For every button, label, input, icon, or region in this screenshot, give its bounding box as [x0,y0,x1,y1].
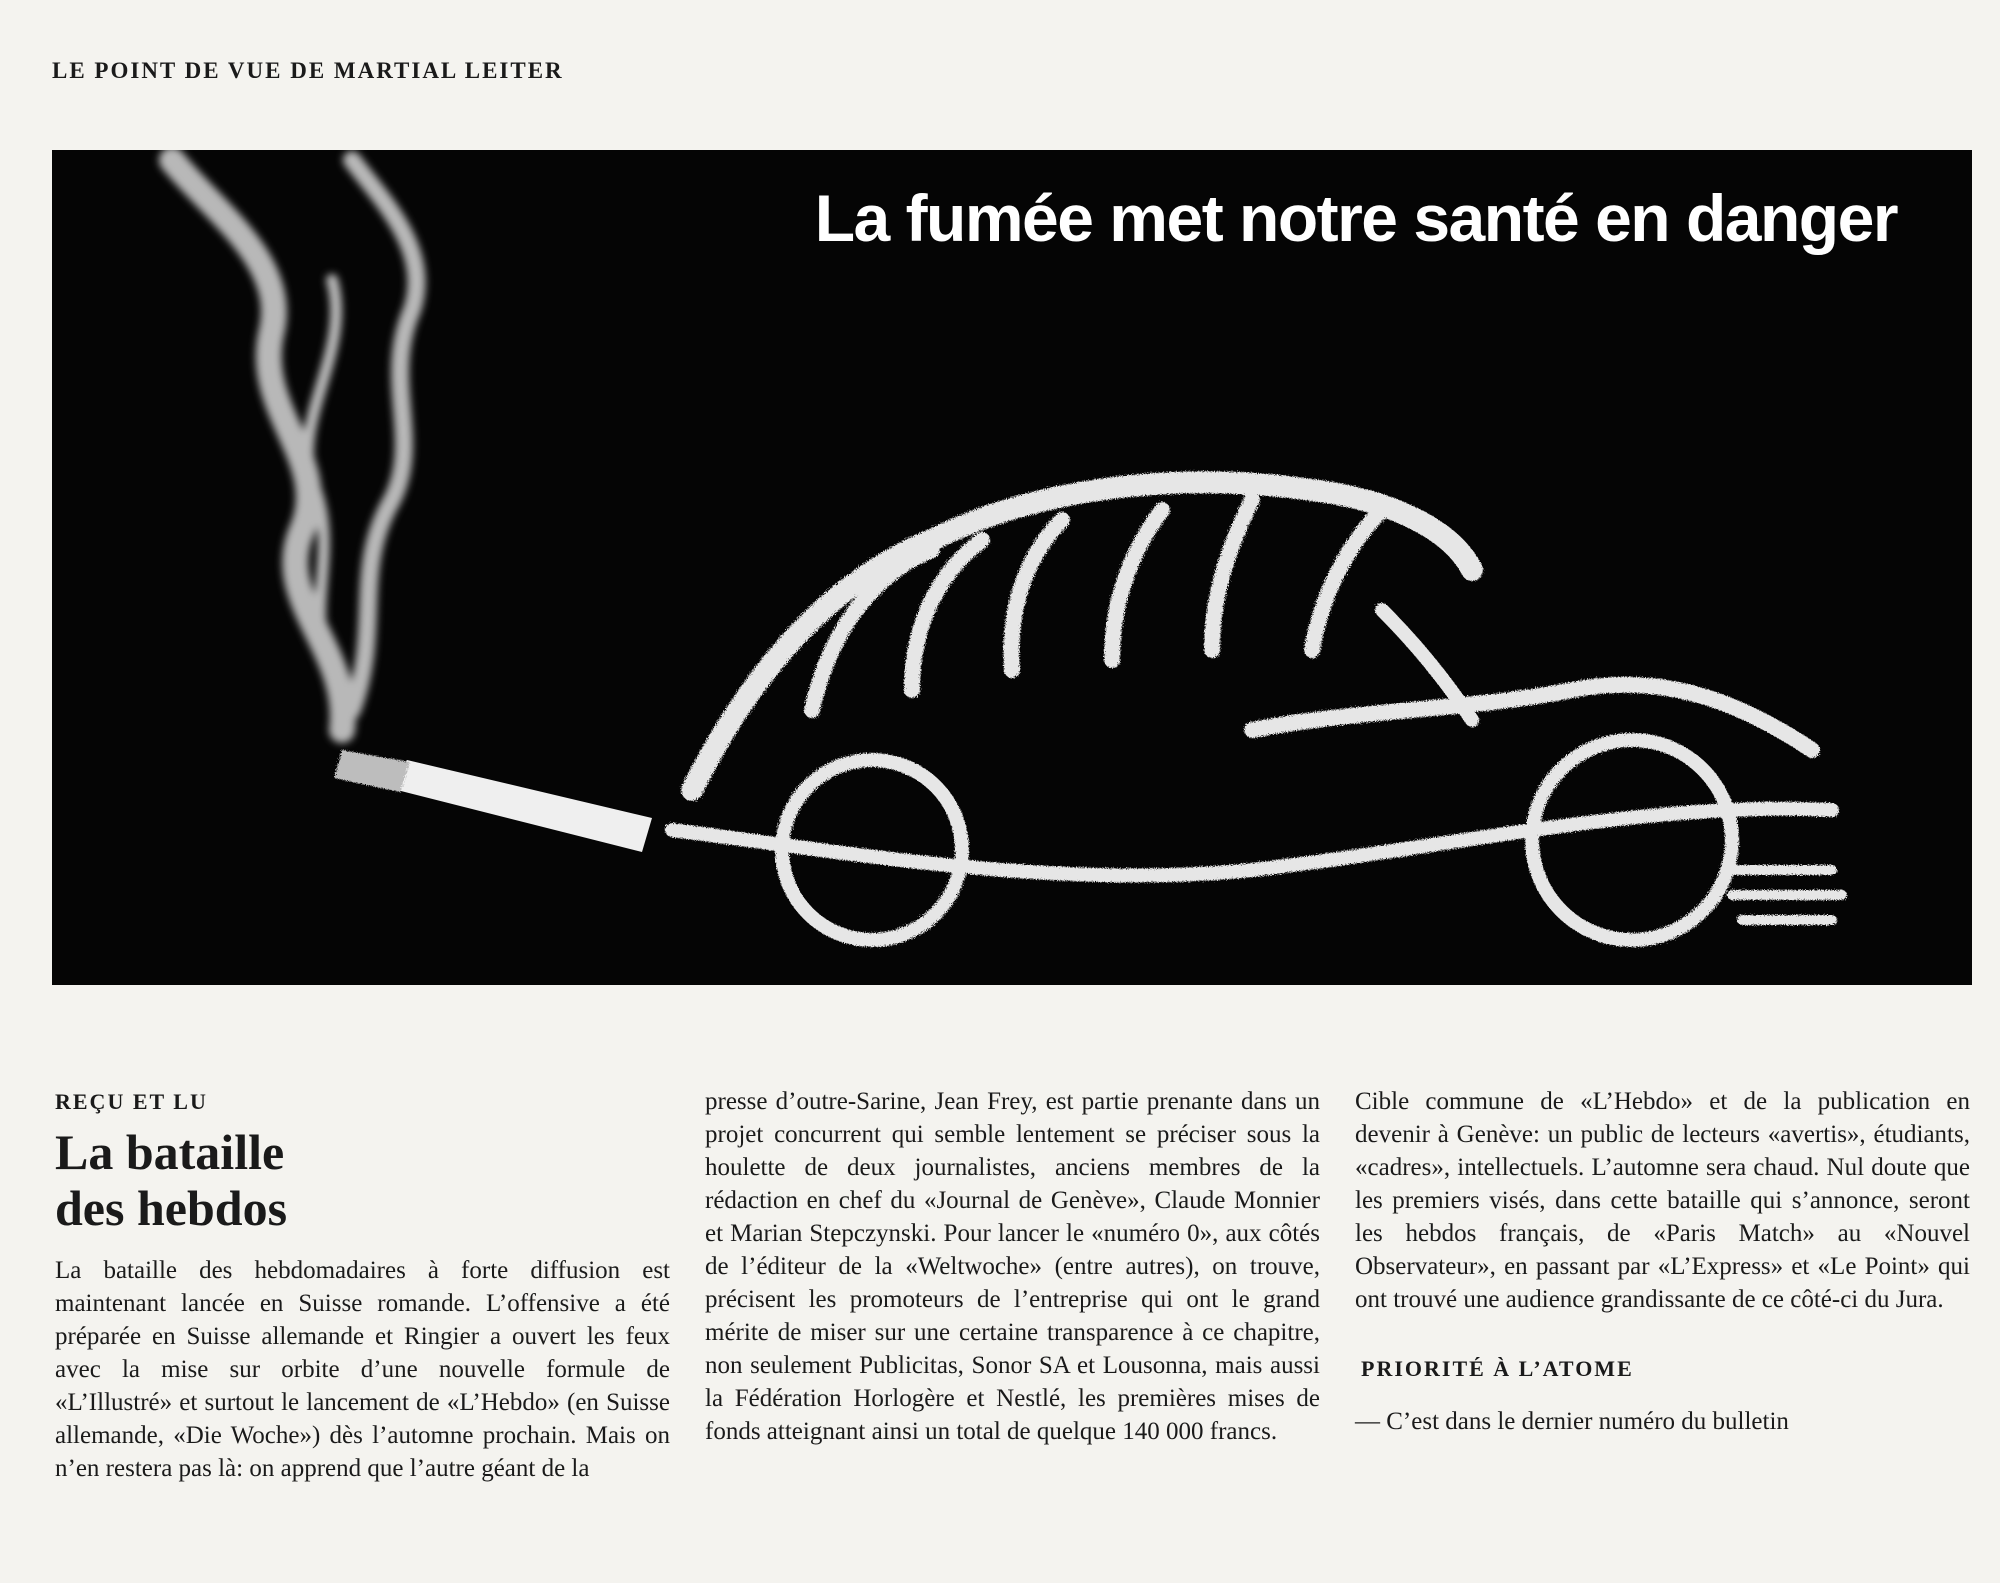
article-column-2 [705,1085,1320,1448]
cartoon-caption: La fumée met notre santé en danger [814,181,1897,255]
headline-line-2: des hebdos [55,1180,288,1236]
article-paragraph-3: Cible commune de «L’Hebdo» et de la publication en devenir à Genève: un public de lecteurs «avertis», étudiants, «cadres», intellectuels. L’automne sera chaud. Nul doute que les premiers visés, dans cette bataille qui s’annonce, seront les hebdos français, de «Paris Match» au «Nouvel Observateur», en passant par «L’Express» et «Le Point» qui ont trouvé une audience grandissante de ce côté-ci du Jura. [1355,1088,1970,1313]
article-paragraph-1: La bataille des hebdomadaires à forte diffusion est maintenant lancée en Suisse romande. L’offensive a été préparée en Suisse allemande et Ringier a ouvert les feux avec la mise sur orbite d’une nouvelle formule de «L’Illustré» et surtout le lancement de «L’Hebdo» (en Suisse allemande, «Die Woche») dès l’automne prochain. Mais on n’en restera pas là: on apprend que l’autre géant de la [55,1257,670,1482]
article-paragraph-2: presse d’outre-Sarine, Jean Frey, est partie prenante dans un projet concurrent qui semble lentement se préciser sous la houlette de deux journalistes, anciens membres de la rédaction en chef du «Journal de Genève», Claude Monnier et Marian Stepczynski. Pour lancer le «numéro 0», aux côtés de l’éditeur de la «Weltwoche» (entre autres), on trouve, précisent les promoteurs de l’entreprise qui ont le grand mérite de miser sur une certaine transparence à ce chapitre, non seulement Publicitas, Sonor SA et Lousonna, mais aussi la Fédération Horlogère et Nestlé, les premières mises de fonds atteignant ainsi un total de quelque 140 000 francs. [705,1088,1320,1445]
article-headline [55,1124,670,1236]
cigarette-smoke-skeleton-car-icon [52,150,1972,985]
article-paragraph-4: — C’est dans le dernier numéro du bulletin [1355,1408,1789,1435]
article-column-3 [1355,1085,1970,1438]
page-kicker: LE POINT DE VUE DE MARTIAL LEITER [52,58,564,83]
article-rubric: REÇU ET LU [55,1089,208,1114]
section-subhead: PRIORITÉ À L’ATOME [1361,1356,1634,1381]
cartoon-illustration [52,150,1972,985]
headline-line-1: La bataille [55,1124,285,1180]
article-column-1 [55,1085,670,1485]
